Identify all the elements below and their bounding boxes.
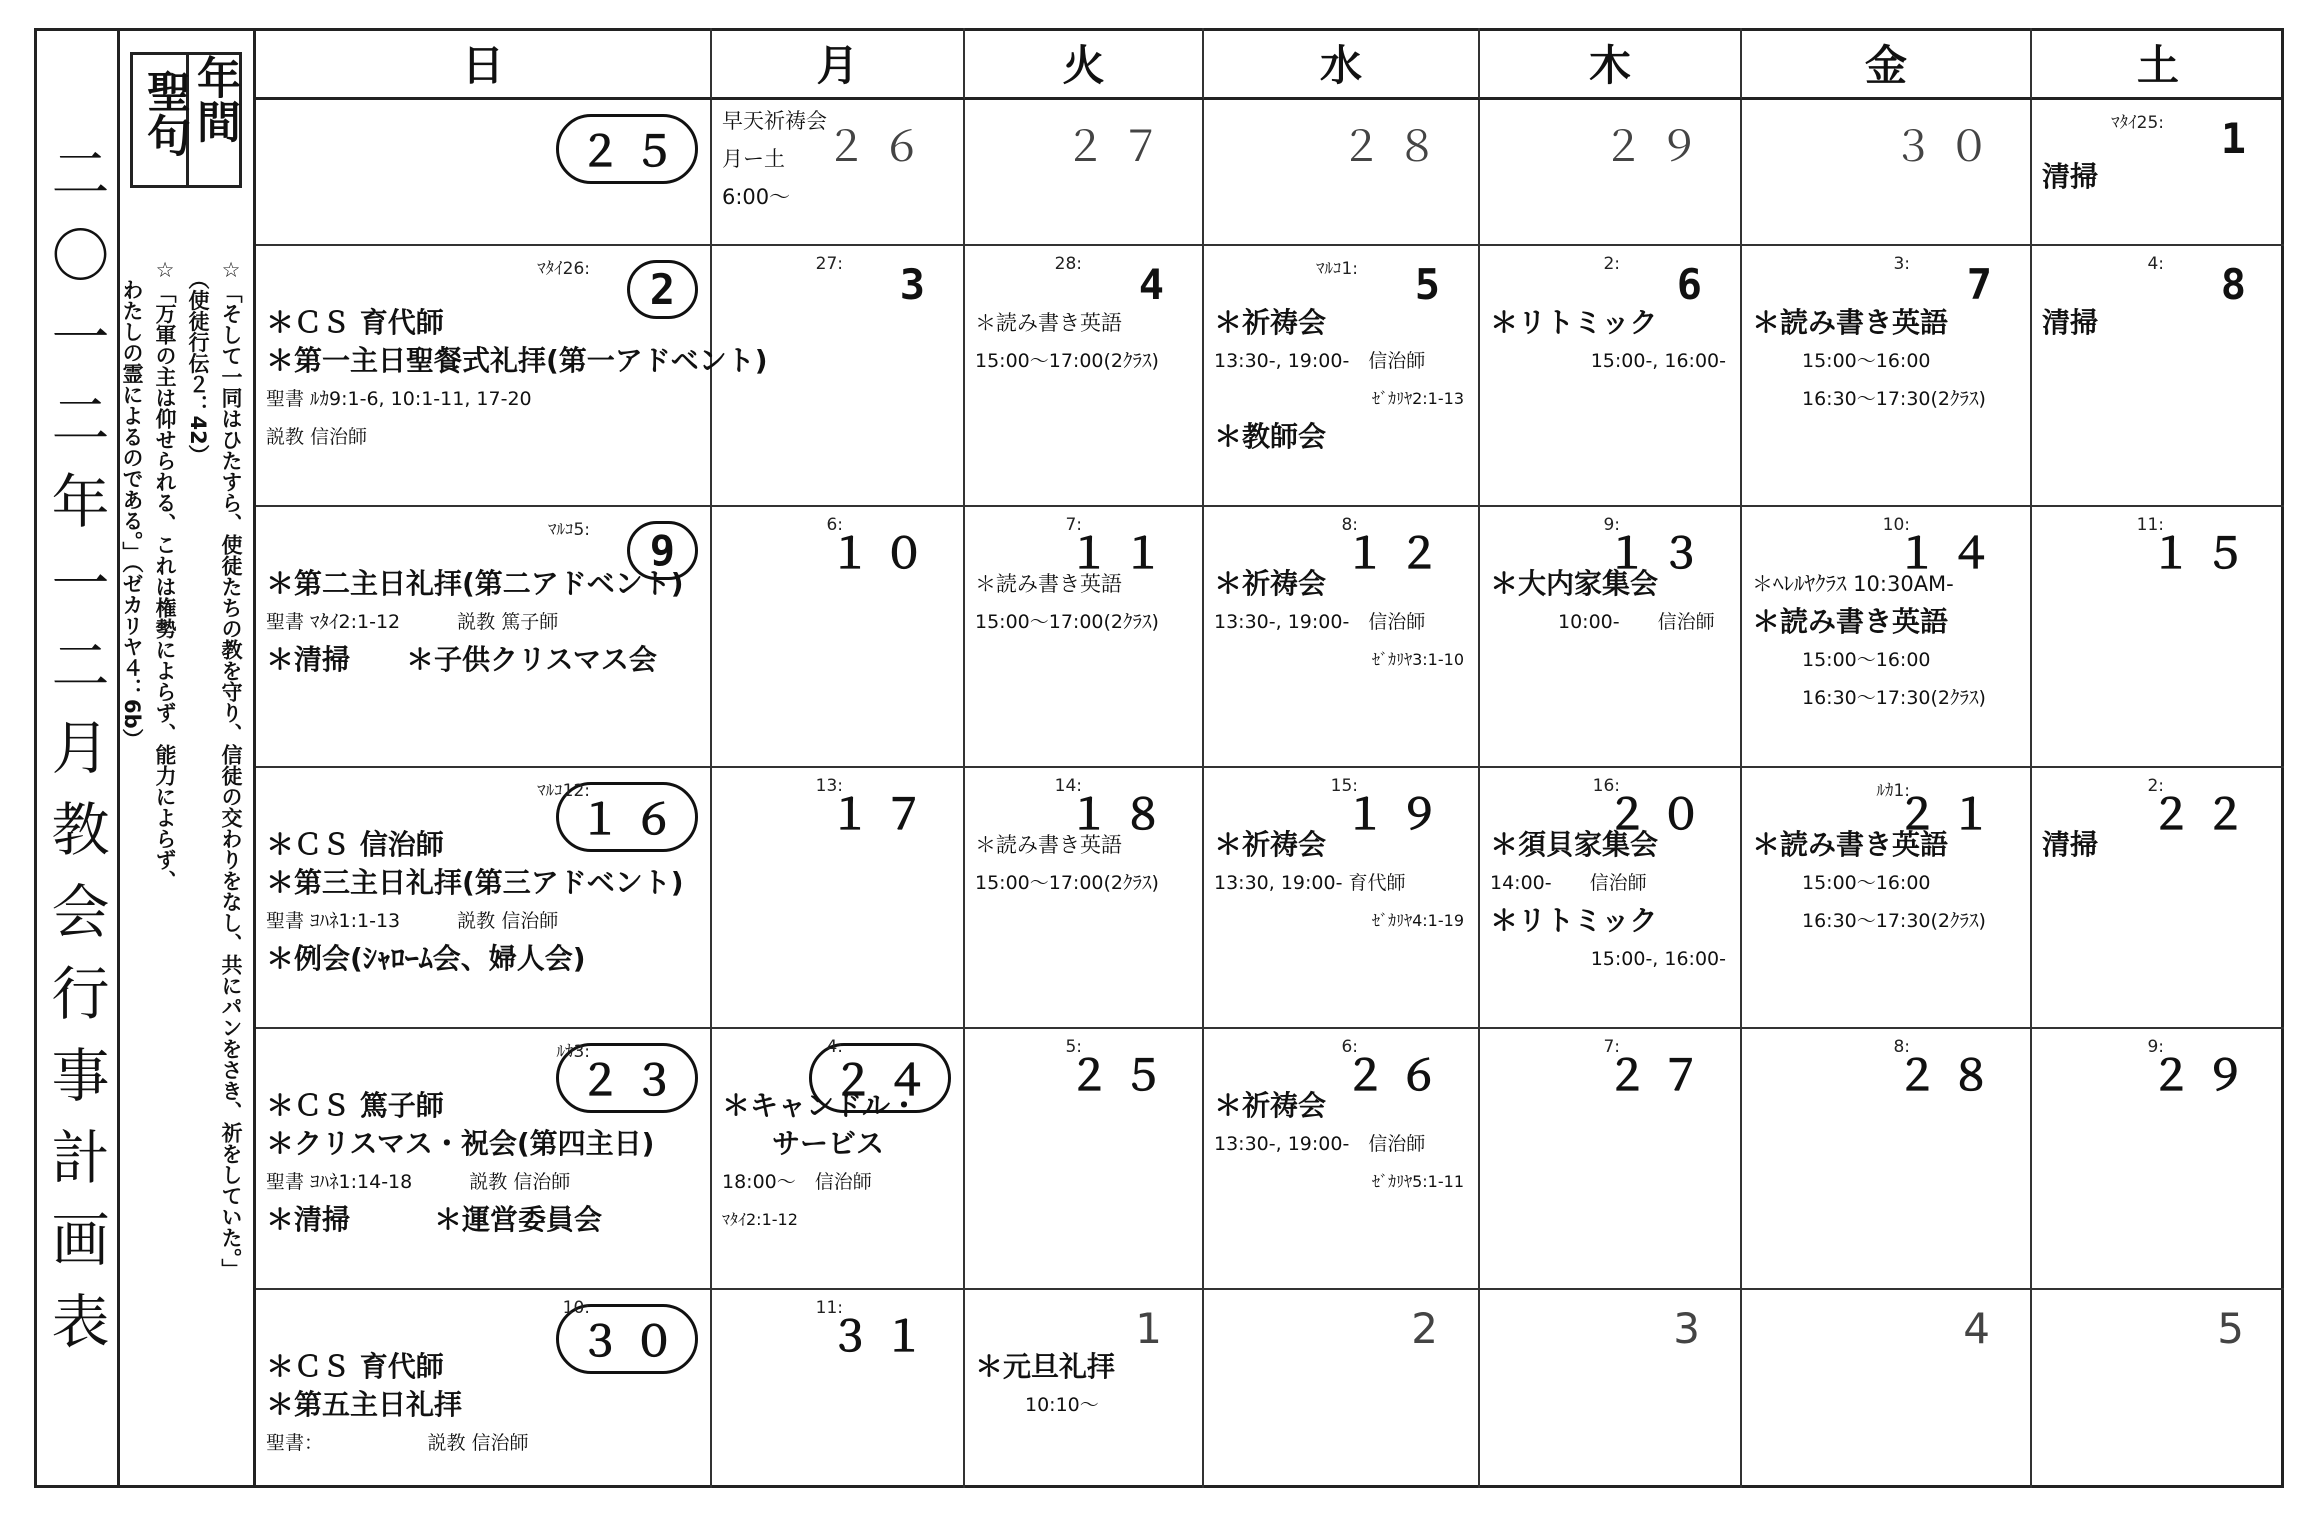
event-line: 早天祈祷会 [722,109,827,133]
day-number: １４ [1895,529,2004,578]
day-cell [965,507,1204,768]
day-cell [712,1029,965,1290]
event-line: 6:00～ [722,185,791,209]
event-line: 13:30, 19:00- 育代師 [1214,872,1406,894]
day-cell [256,1029,712,1290]
event-line: ＊第二主日礼拝(第二アドベント) [266,567,684,600]
event-line: 説教 信治師 [266,426,368,448]
event-list [975,1348,1196,1424]
event-line: 15:00～16:00 [1802,350,1931,372]
event-line: 13:30-, 19:00- 信治師 [1214,611,1426,633]
scripture-reading-ref: ﾏﾙｺ12: [537,781,590,801]
event-line: 15:00-, 16:00- [1590,948,1726,970]
event-line: 聖書 ﾙｶ9:1-6, 10:1-11, 17-20 [266,388,532,410]
day-cell [712,246,965,507]
event-list [1214,1087,1472,1201]
scripture-reading-ref: 8: [1893,1037,1910,1057]
event-line: ＊読み書き英語 [975,833,1122,857]
annual-verse-text: ☆「そして一同はひたすら、使徒たちの教を守り、信徒の交わりをなし、共にパンをさき、祈をしていた。」 （使徒行伝２：42） ☆「万軍の主は仰せられる、これは権勢によらず、能力によらず、 わたしの霊によるのである。」（ゼカリヤ４：6b） [120,258,243,1280]
day-cell [965,246,1204,507]
event-list [722,102,957,216]
event-line: ＊例会(ｼｬﾛｰﾑ会、婦人会) [266,942,586,975]
scripture-reading-ref: 9: [2147,1037,2164,1057]
event-line: ＊大内家集会 [1490,567,1659,600]
event-line: ＊教師会 [1214,420,1327,453]
day-number: 3 [1673,1304,1714,1353]
day-cell [1480,768,1742,1029]
event-line: 月ー土 [722,147,785,171]
day-cell [965,1290,1204,1488]
day-cell [256,246,768,507]
day-number-circled: ２３ [556,1043,698,1113]
day-number: ２９ [2149,1051,2258,1100]
day-number: 5 [2217,1304,2258,1353]
day-cell [1204,100,1480,246]
day-cell [1480,1029,1742,1290]
day-number: 1 [2220,114,2258,163]
event-line: ＊ＣＳ 篤子師 [266,1089,444,1122]
page-title: 二〇一二年一二月教会行事計画表 [41,143,110,1373]
event-line: ＊元旦礼拝 [975,1350,1116,1383]
day-cell [1742,100,2032,246]
verse-heading-verse: 聖句 [139,69,190,157]
day-cell [712,507,965,768]
day-number: 2 [1411,1304,1452,1353]
day-number-circled: 2 [627,260,698,319]
event-line: 15:00-, 16:00- [1590,350,1726,372]
day-cell [712,1290,965,1488]
event-line: ＊読み書き英語 [1752,828,1949,861]
event-line: ＊クリスマス・祝会(第四主日) [266,1127,655,1160]
day-cell [1204,1029,1480,1290]
event-list [1214,565,1472,679]
event-line: サービス [772,1127,885,1160]
event-list [266,1087,704,1239]
event-list [975,565,1196,641]
day-number: １１ [1067,529,1176,578]
scripture-reading-ref: ﾏﾀｲ25: [2111,113,2164,133]
event-line: 15:00～16:00 [1802,872,1931,894]
event-list [266,565,704,679]
scripture-reading-ref: ﾏﾙｺ5: [547,520,590,540]
event-list [2042,158,2278,196]
scripture-reading-ref: 14: [1054,776,1082,796]
event-list [1214,826,1472,940]
scripture-reading-ref: 6: [826,515,843,535]
day-number: １７ [828,790,937,839]
event-list [1490,826,1734,978]
day-cell [2032,507,2284,768]
day-cell [1480,1290,1742,1488]
scripture-reading-ref: 3: [1893,254,1910,274]
event-line: ﾏﾀｲ2:1-12 [722,1210,798,1229]
day-cell [1742,507,2032,768]
event-list [1752,565,2024,717]
day-cell [712,100,965,246]
day-number: １０ [828,529,937,578]
event-line: 聖書： 説教 信治師 [266,1432,529,1454]
day-cell [1742,246,2032,507]
weekday-header: 火 [965,28,1204,100]
day-number: ２６ [824,122,937,171]
event-line: 清掃 [2042,306,2099,339]
event-list [2042,304,2278,342]
event-list [266,1348,704,1462]
day-number: ２２ [2149,790,2258,839]
day-cell [1742,768,2032,1029]
event-line: ＊読み書き英語 [1752,605,1949,638]
event-line: 18:00～ 信治師 [722,1171,872,1193]
event-list [1490,304,1734,380]
day-cell [965,768,1204,1029]
event-line: 15:00～17:00(2ｸﾗｽ) [975,611,1159,633]
event-line: 13:30-, 19:00- 信治師 [1214,350,1426,372]
day-number: 4 [1963,1304,2004,1353]
event-line: ＊読み書き英語 [975,311,1122,335]
event-line: 15:00～16:00 [1802,649,1931,671]
day-number: ３１ [828,1312,937,1361]
event-line: ＊第三主日礼拝(第三アドベント) [266,866,684,899]
event-line: 聖書 ﾏﾀｲ2:1-12 説教 篤子師 [266,611,559,633]
event-line: ＊ＣＳ 育代師 [266,306,444,339]
calendar-grid [256,28,2284,1488]
day-cell [2032,768,2284,1029]
scripture-reading-ref: 16: [1592,776,1620,796]
event-list [1752,826,2024,940]
event-list [975,304,1196,380]
scripture-reading-ref: 4: [2147,254,2164,274]
scripture-reading-ref: 27: [815,254,843,274]
day-number: ２５ [1067,1051,1176,1100]
day-cell [1204,246,1480,507]
event-list [2042,826,2278,864]
scripture-reading-ref: 11: [2136,515,2164,535]
day-cell [2032,246,2284,507]
event-line: 清掃 [2042,160,2099,193]
event-list [975,826,1196,902]
event-line: ＊ＣＳ 信治師 [266,828,444,861]
scripture-reading-ref: ﾙｶ3: [556,1042,590,1062]
day-number: ２１ [1895,790,2004,839]
scripture-reading-ref: 9: [1603,515,1620,535]
day-number: ２８ [1895,1051,2004,1100]
event-line: ＊祈祷会 [1214,1089,1327,1122]
day-cell [1204,1290,1480,1488]
scripture-reading-ref: 11: [815,1298,843,1318]
event-line: ＊第五主日礼拝 [266,1388,463,1421]
day-number: １９ [1343,790,1452,839]
scripture-reading-ref: 28: [1054,254,1082,274]
day-cell [965,1029,1204,1290]
scripture-reading-ref: 2: [1603,254,1620,274]
day-number: 4 [1138,260,1176,309]
event-line: ＊リトミック [1490,306,1658,339]
event-line: ＊リトミック [1490,904,1658,937]
day-number: ２０ [1605,790,1714,839]
event-line: ｾﾞｶﾘﾔ4:1-19 [1372,911,1464,930]
event-list [266,826,704,978]
weekday-header: 土 [2032,28,2284,100]
event-line: 16:30～17:30(2ｸﾗｽ) [1802,687,1986,709]
event-line: 聖書 ﾖﾊﾈ1:14-18 説教 信治師 [266,1171,571,1193]
event-line: ｾﾞｶﾘﾔ5:1-11 [1372,1172,1464,1191]
weekday-header: 月 [712,28,965,100]
day-number: １３ [1605,529,1714,578]
event-line: ｾﾞｶﾘﾔ3:1-10 [1372,650,1464,669]
event-line: ＊ﾍﾚﾙﾔｸﾗｽ 10:30AM- [1752,572,1954,596]
event-line: 清掃 [2042,828,2099,861]
event-line: ＊読み書き英語 [975,572,1122,596]
day-number: 3 [899,260,937,309]
day-number: ２６ [1343,1051,1452,1100]
event-line: 聖書 ﾖﾊﾈ1:1-13 説教 信治師 [266,910,559,932]
day-number: ３０ [1891,122,2004,171]
verse-column [120,28,256,1488]
verse-heading-annual: 年間 [189,55,240,143]
day-number: 7 [1966,260,2004,309]
event-line: ＊祈祷会 [1214,828,1327,861]
event-line: 10:00- 信治師 [1558,611,1715,633]
event-line: 15:00～17:00(2ｸﾗｽ) [975,350,1159,372]
day-cell [256,1290,712,1488]
day-cell [965,100,1204,246]
scripture-reading-ref: 10: [562,1298,590,1318]
event-line: 14:00- 信治師 [1490,872,1647,894]
scripture-reading-ref: ﾏﾀｲ26: [537,259,590,279]
event-line: ＊祈祷会 [1214,306,1327,339]
day-cell [2032,1029,2284,1290]
day-number: 5 [1414,260,1452,309]
day-number: １８ [1067,790,1176,839]
event-list [1752,304,2024,418]
day-cell [1480,246,1742,507]
day-number: ２８ [1339,122,1452,171]
day-number-circled: １６ [556,782,698,852]
event-line: ＊祈祷会 [1214,567,1327,600]
title-column [34,28,120,1488]
scripture-reading-ref: 7: [1065,515,1082,535]
event-line: 13:30-, 19:00- 信治師 [1214,1133,1426,1155]
event-list [722,1087,957,1239]
day-number: ２７ [1605,1051,1714,1100]
day-cell [2032,1290,2284,1488]
day-number: ２９ [1601,122,1714,171]
scripture-reading-ref: 8: [1341,515,1358,535]
event-line: ＊第一主日聖餐式礼拝(第一アドベント) [266,344,768,377]
day-number: 8 [2220,260,2258,309]
scripture-reading-ref: 2: [2147,776,2164,796]
day-number-circled: ２４ [809,1043,951,1113]
scripture-reading-ref: ﾏﾙｺ1: [1315,259,1358,279]
event-line: ＊キャンドル・ [722,1089,919,1122]
event-line: 16:30～17:30(2ｸﾗｽ) [1802,388,1986,410]
scripture-reading-ref: 15: [1330,776,1358,796]
event-line: 16:30～17:30(2ｸﾗｽ) [1802,910,1986,932]
day-number: １５ [2149,529,2258,578]
day-cell [1204,507,1480,768]
day-number: 1 [1135,1304,1176,1353]
event-line: 10:10～ [1025,1394,1099,1416]
event-list [1490,565,1734,641]
scripture-reading-ref: ﾙｶ1: [1876,781,1910,801]
weekday-header: 金 [1742,28,2032,100]
scripture-reading-ref: 7: [1603,1037,1620,1057]
event-list [1214,304,1472,456]
day-cell [1480,507,1742,768]
event-line: ＊須貝家集会 [1490,828,1659,861]
day-number-circled: ３０ [556,1304,698,1374]
event-line: ＊ＣＳ 育代師 [266,1350,444,1383]
day-number-circled: 9 [627,521,698,580]
event-line: ｾﾞｶﾘﾔ2:1-13 [1372,389,1464,408]
day-number: １２ [1343,529,1452,578]
weekday-header: 日 [256,28,712,100]
day-cell [2032,100,2284,246]
day-cell [1742,1029,2032,1290]
weekday-header: 木 [1480,28,1742,100]
verse-heading-box [130,52,242,188]
day-cell [1204,768,1480,1029]
day-cell [712,768,965,1029]
event-list [266,304,768,456]
scripture-reading-ref: 6: [1341,1037,1358,1057]
event-line: ＊清掃 ＊子供クリスマス会 [266,643,657,676]
event-line: ＊清掃 ＊運営委員会 [266,1203,603,1236]
day-cell [256,768,712,1029]
scripture-reading-ref: 13: [815,776,843,796]
day-number-circled: ２５ [556,114,698,184]
scripture-reading-ref: 4: [826,1037,843,1057]
day-cell [256,507,712,768]
event-line: ＊読み書き英語 [1752,306,1949,339]
day-cell [1480,100,1742,246]
day-number: ２７ [1063,122,1176,171]
event-line: 15:00～17:00(2ｸﾗｽ) [975,872,1159,894]
scripture-reading-ref: 10: [1882,515,1910,535]
scripture-reading-ref: 5: [1065,1037,1082,1057]
day-cell [1742,1290,2032,1488]
day-cell [256,100,712,246]
day-number: 6 [1676,260,1714,309]
weekday-header: 水 [1204,28,1480,100]
